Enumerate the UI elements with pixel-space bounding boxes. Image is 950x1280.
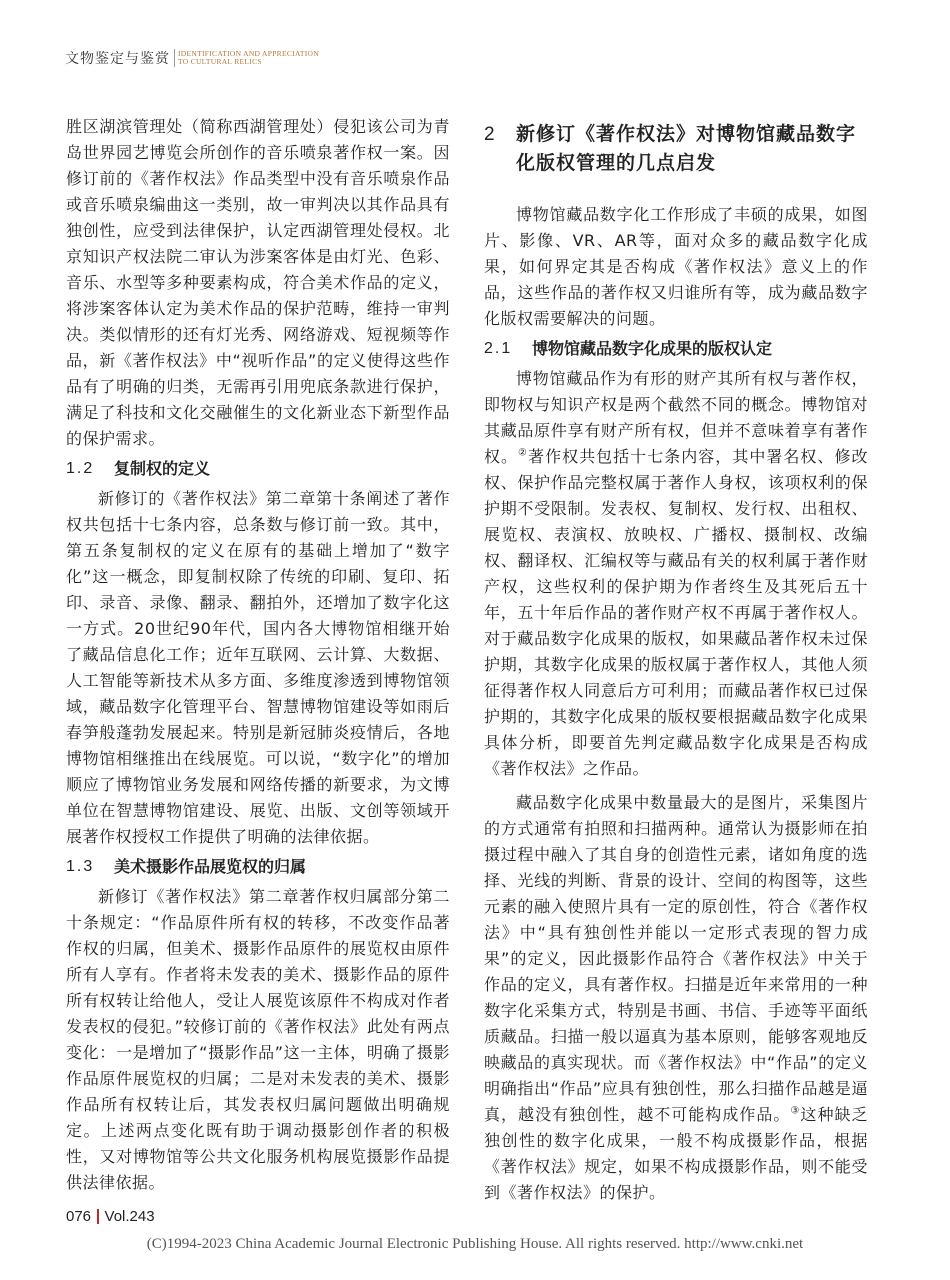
section-number: 1.3: [66, 858, 95, 875]
paragraph: 新修订《著作权法》第二章著作权归属部分第二十条规定：“作品原件所有权的转移，不改变作品著作权的归属，但美术、摄影作品原件的展览权由原件所有人享有。作者将未发表的美术、摄影作品的原件所有权转让给他人，受让人展览该原件不构成对作者发表权的侵犯。”较修订前的《著作权法》此处有两点变化：一是增加了“摄影作品”这一主体，明确了摄影作品原件展览权的归属；二是对未发表的美术、摄影作品所有权转让后，其发表权归属问题做出明确规定。上述两点变化既有助于调动摄影创作者的积极性，又对博物馆等公共文化服务机构展览摄影作品提供法律依据。: [66, 887, 450, 1192]
section-number: 2: [484, 124, 495, 145]
paragraph: 新修订的《著作权法》第二章第十条阐述了著作权共包括十七条内容，总条数与修订前一致。其中，第五条复制权的定义在原有的基础上增加了“数字化”这一概念，即复制权除了传统的印刷、复印、拓印、录音、录像、翻录、翻拍外，还增加了数字化这一方式。20世纪90年代，国内各大博物馆相继开始了藏品信息化工作；近年互联网、云计算、大数据、人工智能等新技术从多方面、多维度渗透到博物馆领域，藏品数字化管理平台、智慧博物馆建设等如雨后春笋般蓬勃发展起来。特别是新冠肺炎疫情后，各地博物馆相继推出在线展览。可以说，“数字化”的增加顺应了博物馆业务发展和网络传播的新要求，为文博单位在智慧博物馆建设、展览、出版、文创等领域开展著作权授权工作提供了明确的法律依据。: [66, 489, 450, 846]
footnote-marker-2: ②: [518, 447, 529, 459]
journal-title-en-line1: IDENTIFICATION AND APPRECIATION: [178, 49, 319, 58]
section-title: 复制权的定义: [114, 459, 211, 478]
section-title: 新修订《著作权法》对博物馆藏品数字化版权管理的几点启发: [516, 123, 857, 174]
section-number: 1.2: [66, 460, 95, 477]
paragraph-text: 藏品数字化成果中数量最大的是图片，采集图片的方式通常有拍照和扫描两种。通常认为摄影师在拍摄过程中融入了其自身的创造性元素，诸如角度的选择、光线的判断、背景的设计、空间的构图等，这些元素的融入使照片具有一定的原创性，符合《著作权法》中“具有独创性并能以一定形式表现的智力成果”的定义，因此摄影作品符合《著作权法》中关于作品的定义，具有著作权。扫描是近年来常用的一种数字化采集方式，特别是书画、书信、手迹等平面纸质藏品。扫描一般以逼真为基本原则，能够客观地反映藏品的真实现状。而《著作权法》中“作品”的定义明确指出“作品”应具有独创性，那么扫描作品越是逼真，越没有独创性，越不可能构成作品。: [484, 793, 868, 1124]
section-number: 2.1: [484, 340, 513, 357]
right-column: [484, 114, 868, 1206]
section-heading-2: [484, 120, 868, 178]
footer-divider: [97, 1209, 99, 1224]
paragraph: 博物馆藏品数字化工作形成了丰硕的成果，如图片、影像、VR、AR等，面对众多的藏品数字化成果，如何界定其是否构成《著作权法》意义上的作品，这些作品的著作权又归谁所有等，成为藏品数字化版权需要解决的问题。: [484, 205, 868, 328]
paragraph: [484, 790, 868, 1206]
section-heading-1-3: [66, 854, 450, 880]
left-column: [66, 114, 450, 1196]
paragraph-text: 这种缺乏独创性的数字化成果，一般不构成摄影作品，根据《著作权法》规定，如果不构成摄影作品，则不能受到《著作权法》的保护。: [484, 1105, 868, 1202]
section-title: 博物馆藏品数字化成果的版权认定: [532, 339, 773, 358]
header-divider: [174, 49, 175, 67]
copyright-notice: (C)1994-2023 China Academic Journal Electronic Publishing House. All rights reserved. http://www.cnki.net: [146, 1236, 804, 1252]
footnote-marker-3: ③: [790, 1105, 801, 1117]
section-heading-2-1: [484, 336, 868, 362]
journal-title-en-line2: TO CULTURAL RELICS: [178, 57, 262, 66]
page-footer: [66, 1208, 155, 1225]
paragraph: [484, 366, 868, 782]
paragraph: 胜区湖滨管理处（简称西湖管理处）侵犯该公司为青岛世界园艺博览会所创作的音乐喷泉著作权一案。因修订前的《著作权法》作品类型中没有音乐喷泉作品或音乐喷泉编曲这一类别，故一审判决以其作品具有独创性，应受到法律保护，认定西湖管理处侵权。北京知识产权法院二审认为涉案客体是由灯光、色彩、音乐、水型等多种要素构成，符合美术作品的定义，将涉案客体认定为美术作品的保护范畴，维持一审判决。类似情形的还有灯光秀、网络游戏、短视频等作品，新《著作权法》中“视听作品”的定义使得这些作品有了明确的归类，无需再引用兜底条款进行保护，满足了科技和文化交融催生的文化新业态下新型作品的保护需求。: [66, 117, 450, 448]
page-number: 076: [66, 1208, 92, 1225]
section-heading-1-2: [66, 456, 450, 482]
paragraph-text: 著作权共包括十七条内容，其中署名权、修改权、保护作品完整权属于著作人身权，该项权利的保护期不受限制。发表权、复制权、发行权、出租权、展览权、表演权、放映权、广播权、摄制权、改编权、翻译权、汇编权等与藏品有关的权利属于著作财产权，这些权利的保护期为作者终生及其死后五十年，五十年后作品的著作财产权不再属于著作权人。对于藏品数字化成果的版权，如果藏品著作权未过保护期，其数字化成果的版权属于著作权人，其他人须征得著作权人同意后方可利用；而藏品著作权已过保护期的，其数字化成果的版权要根据藏品数字化成果具体分析，即要首先判定藏品数字化成果是否构成《著作权法》之作品。: [484, 447, 868, 778]
volume-number: Vol.243: [104, 1208, 155, 1225]
paragraph-text: 博物馆藏品作为有形的财产其所有权与著作权，即物权与知识产权是两个截然不同的概念。博物馆对其藏品原件享有财产所有权，但并不意味着享有著作权。: [484, 369, 868, 466]
section-title: 美术摄影作品展览权的归属: [114, 857, 307, 876]
running-header: [65, 46, 319, 70]
journal-title-cn: 文物鉴定与鉴赏: [65, 51, 170, 67]
journal-title-en: [178, 50, 319, 66]
